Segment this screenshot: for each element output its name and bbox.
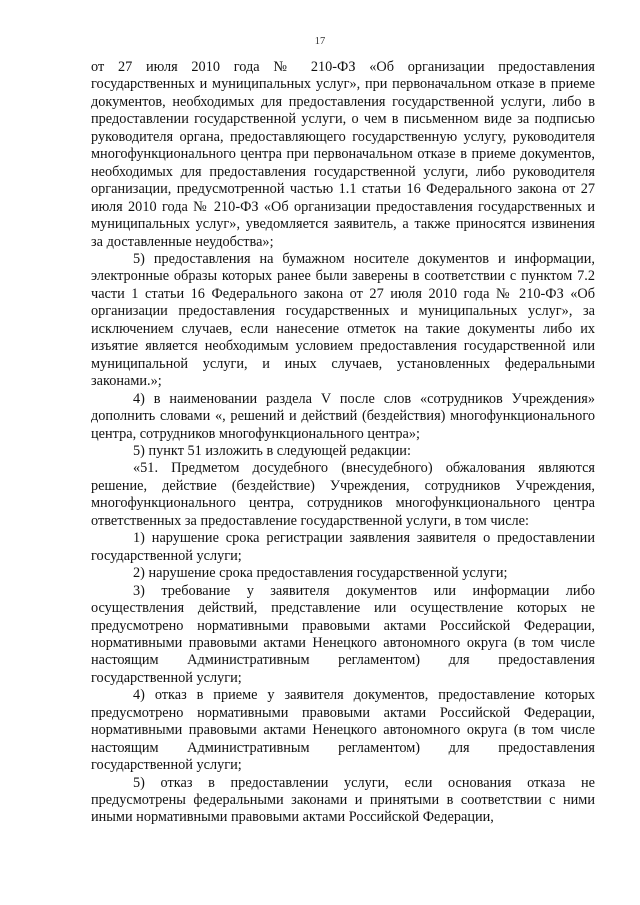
paragraph-subitem-1: 1) нарушение срока регистрации заявления заявителя о предоставлении государственной услуги; bbox=[91, 530, 595, 564]
paragraph-point-51: «51. Предметом досудебного (внесудебного) обжалования являются решение, действие (бездействие) Учреждения, сотрудников Учреждения, многофункционального центра, сотрудников многофункционального центра ответственных за предоставление государственной услуги, в том числе: bbox=[91, 460, 595, 529]
page-number: 17 bbox=[314, 36, 326, 47]
paragraph-item-5-paper-documents: 5) предоставления на бумажном носителе документов и информации, электронные образы которых ранее были заверены в соответствии с пунктом 7.2 части 1 статьи 16 Федерального закона от 27 июля 2010 года № 210-ФЗ «Об организации предоставления государственных и муниципальных услуг», за исключением случаев, если нанесение отметок на такие документы либо их изъятие является необходимым условием предоставления государственной или муниципальной услуги, и иных случаев, установленных федеральными законами.»; bbox=[91, 250, 595, 390]
paragraph-subitem-5: 5) отказ в предоставлении услуги, если основания отказа не предусмотрены федеральными законами и принятыми в соответствии с ними иными нормативными правовыми актами Российской Федерации, bbox=[91, 774, 595, 826]
document-body bbox=[91, 59, 595, 827]
paragraph-item-5-point-51: 5) пункт 51 изложить в следующей редакции: bbox=[133, 442, 411, 459]
paragraph-subitem-2: 2) нарушение срока предоставления государственной услуги; bbox=[133, 565, 508, 582]
paragraph-continuation: от 27 июля 2010 года № 210-ФЗ «Об организации предоставления государственных и муниципальных услуг», при первоначальном отказе в приеме документов, необходимых для предоставления государственной услуги, либо в предоставлении государственной услуги, о чем в письменном виде за подписью руководителя органа, предоставляющего государственную услугу, руководителя многофункционального центра при первоначальном отказе в приеме документов, необходимых для предоставления государственной услуги, либо руководителя организации, предусмотренной частью 1.1 статьи 16 Федерального закона от 27 июля 2010 года № 210-ФЗ «Об организации предоставления государственных и муниципальных услуг», уведомляется заявитель, а также приносятся извинения за доставленные неудобства»; bbox=[91, 59, 595, 250]
paragraph-subitem-4: 4) отказ в приеме у заявителя документов, предоставление которых предусмотрено нормативными правовыми актами Российской Федерации, нормативными правовыми актами Ненецкого автономного округа (в том числе настоящим Административным регламентом) для предоставления государственной услуги; bbox=[91, 687, 595, 774]
paragraph-subitem-3: 3) требование у заявителя документов или информации либо осуществления действий, представление или осуществление которых не предусмотрено нормативными правовыми актами Российской Федерации, нормативными правовыми актами Ненецкого автономного округа (в том числе настоящим Административным регламентом) для предоставления государственной услуги; bbox=[91, 582, 595, 686]
paragraph-item-4-section-v: 4) в наименовании раздела V после слов «сотрудников Учреждения» дополнить словами «, решений и действий (бездействия) многофункционального центра, сотрудников многофункционального центра»; bbox=[91, 390, 595, 442]
